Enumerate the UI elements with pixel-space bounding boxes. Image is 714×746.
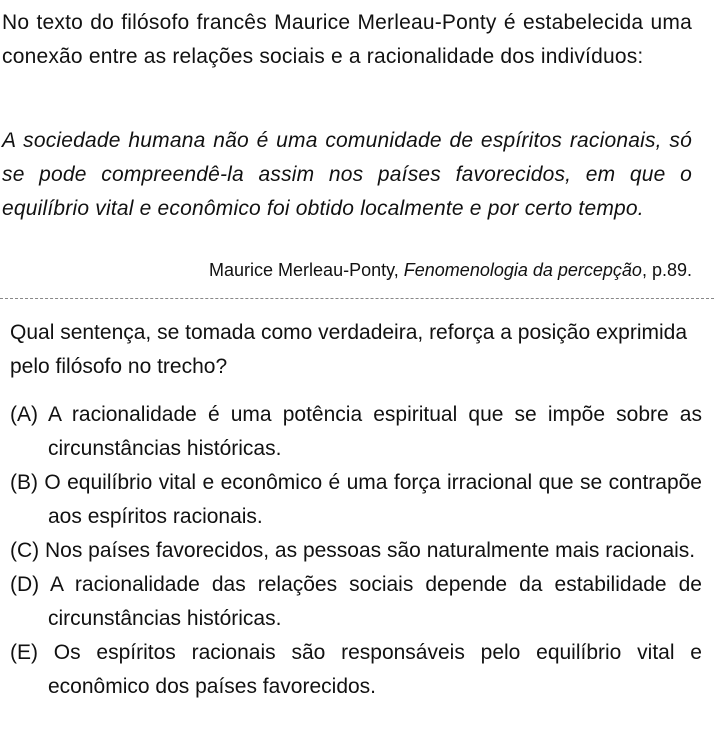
option-d[interactable]: (D) A racionalidade das relações sociais depende da estabilidade de circunstâncias históricas. <box>10 573 702 630</box>
option-e[interactable]: (E) Os espíritos racionais são responsáveis pelo equilíbrio vital e econômico dos países favorecidos. <box>10 641 702 698</box>
answer-options <box>10 398 702 704</box>
citation-author: Maurice Merleau-Ponty, <box>209 260 404 280</box>
quote-citation <box>209 256 692 284</box>
option-b[interactable]: (B) O equilíbrio vital e econômico é uma força irracional que se contrapõe aos espíritos racionais. <box>10 471 702 528</box>
dashed-divider <box>0 298 714 299</box>
philosopher-quote: A sociedade humana não é uma comunidade de espíritos racionais, só se pode compreendê-la assim nos países favorecidos, em que o equilíbrio vital e econômico foi obtido localmente e por certo tempo. <box>2 129 692 220</box>
option-c[interactable]: (C) Nos países favorecidos, as pessoas são naturalmente mais racionais. <box>10 539 696 562</box>
option-a[interactable]: (A) A racionalidade é uma potência espiritual que se impõe sobre as circunstâncias históricas. <box>10 403 702 460</box>
citation-page: , p.89. <box>641 260 692 280</box>
question-prompt: Qual sentença, se tomada como verdadeira, reforça a posição exprimida pelo filósofo no trecho? <box>10 321 688 378</box>
intro-paragraph: No texto do filósofo francês Maurice Merleau-Ponty é estabelecida uma conexão entre as relações sociais e a racionalidade dos indivíduos: <box>2 11 692 68</box>
citation-work-title: Fenomenologia da percepção <box>403 260 642 280</box>
